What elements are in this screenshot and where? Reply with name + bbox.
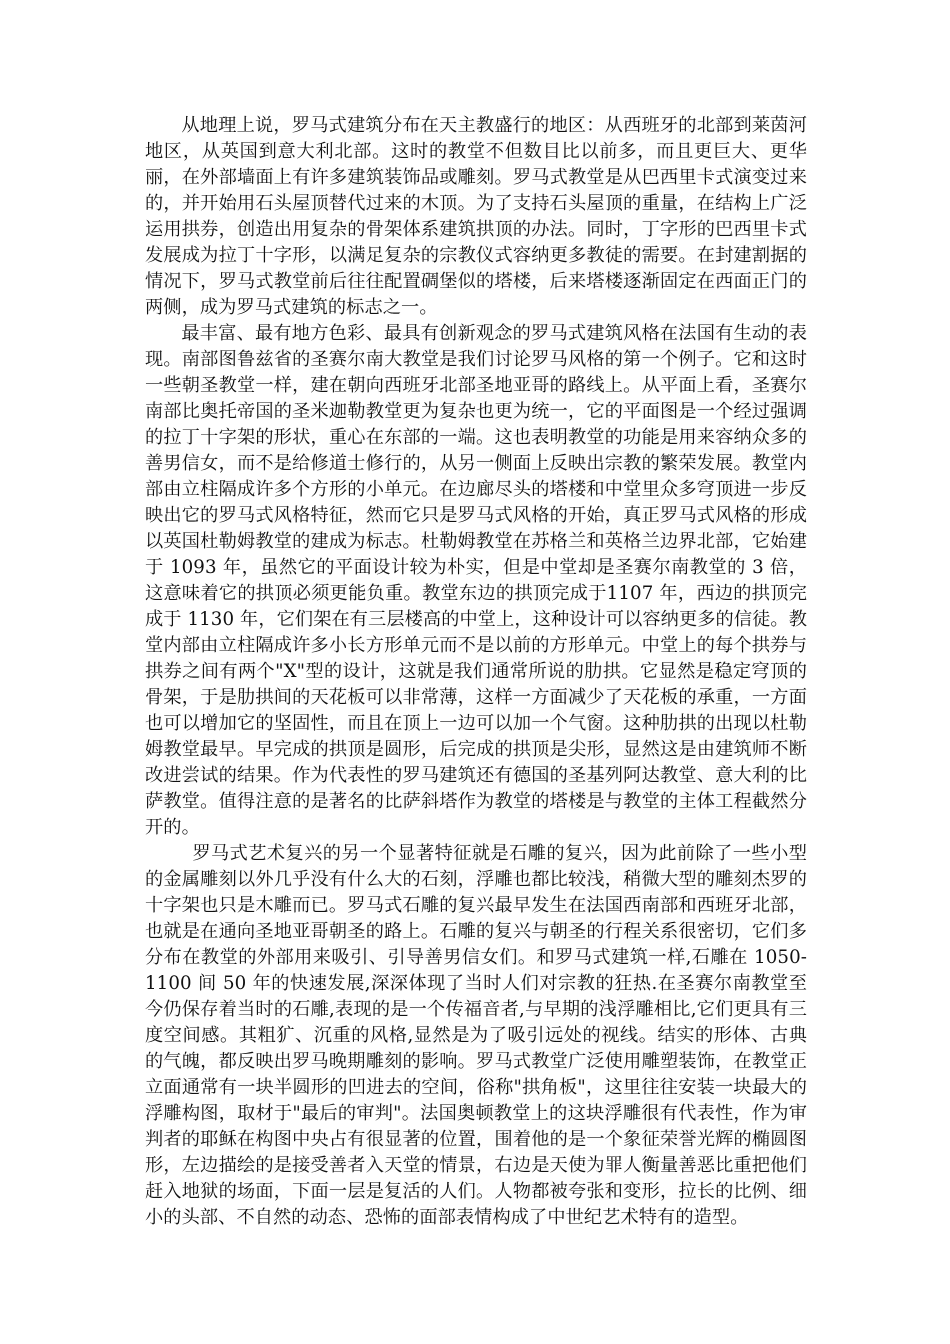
paragraph-romanesque-architecture-france: 最丰富、最有地方色彩、最具有创新观念的罗马式建筑风格在法国有生动的表现。南部图鲁兹省的圣赛尔南大教堂是我们讨论罗马风格的第一个例子。它和这时一些朝圣教堂一样，建在朝向西班牙北部圣地亚哥的路线上。从平面上看，圣赛尔南部比奥托帝国的圣米迦勒教堂更为复杂也更为统一，它的平面图是一个经过强调的拉丁十字架的形状，重心在东部的一端。这也表明教堂的功能是用来容纳众多的善男信女，而不是给修道士修行的，从另一侧面上反映出宗教的繁荣发展。教堂内部由立柱隔成许多个方形的小单元。在边廊尽头的塔楼和中堂里众多穹顶进一步反映出它的罗马式风格特征，然而它只是罗马式风格的开始，真正罗马式风格的形成以英国杜勒姆教堂的建成为标志。杜勒姆教堂在苏格兰和英格兰边界北部，它始建于 1093 年，虽然它的平面设计较为朴实，但是中堂却是圣赛尔南教堂的 3 倍，这意味着它的拱顶必须更能负重。教堂东边的拱顶完成于1107 年，西边的拱顶完成于 1130 年，它们架在有三层楼高的中堂上，这种设计可以容纳更多的信徒。教堂内部由立柱隔成许多小长方形单元而不是以前的方形单元。中堂上的每个拱券与拱券之间有两个"X"型的设计，这就是我们通常所说的肋拱。它显然是稳定穹顶的骨架，于是肋拱间的天花板可以非常薄，这样一方面减少了天花板的承重，一方面也可以增加它的坚固性，而且在顶上一边可以加一个气窗。这种肋拱的出现以杜勒姆教堂最早。早完成的拱顶是圆形，后完成的拱顶是尖形，显然这是由建筑师不断改进尝试的结果。作为代表性的罗马建筑还有德国的圣基列阿达教堂、意大利的比萨教堂。值得注意的是著名的比萨斜塔作为教堂的塔楼是与教堂的主体工程截然分开的。 xyxy=(145,323,807,838)
paragraph-romanesque-geography: 从地理上说，罗马式建筑分布在天主教盛行的地区：从西班牙的北部到莱茵河地区，从英国到意大利北部。这时的教堂不但数目比以前多，而且更巨大、更华丽，在外部墙面上有许多建筑装饰品或雕刻。罗马式教堂是从巴西里卡式演变过来的，并开始用石头屋顶替代过来的木顶。为了支持石头屋顶的重量，在结构上广泛运用拱券，创造出用复杂的骨架体系建筑拱顶的办法。同时，丁字形的巴西里卡式发展成为拉丁十字形，以满足复杂的宗教仪式容纳更多教徒的需要。在封建割据的情况下，罗马式教堂前后往往配置碉堡似的塔楼，后来塔楼逐渐固定在西面正门的两侧，成为罗马式建筑的标志之一。 xyxy=(145,115,807,318)
document-page xyxy=(145,113,807,1231)
paragraph-romanesque-sculpture: 罗马式艺术复兴的另一个显著特征就是石雕的复兴，因为此前除了一些小型的金属雕刻以外几乎没有什么大的石刻，浮雕也都比较浅，稍微大型的雕刻杰罗的十字架也只是木雕而已。罗马式石雕的复兴最早发生在法国西南部和西班牙北部，也就是在通向圣地亚哥朝圣的路上。石雕的复兴与朝圣的行程关系很密切，它们多分布在教堂的外部用来吸引、引导善男信女们。和罗马式建筑一样,石雕在 1050-1100 间 50 年的快速发展,深深体现了当时人们对宗教的狂热.在圣赛尔南教堂至今仍保存着当时的石雕,表现的是一个传福音者,与早期的浅浮雕相比,它们更具有三度空间感。其粗犷、沉重的风格,显然是为了吸引远处的视线。结实的形体、古典的气魄，都反映出罗马晚期雕刻的影响。罗马式教堂广泛使用雕塑装饰，在教堂正立面通常有一块半圆形的凹进去的空间，俗称"拱角板"，这里往往安装一块最大的浮雕构图，取材于"最后的审判"。法国奥顿教堂上的这块浮雕很有代表性，作为审判者的耶稣在构图中央占有很显著的位置，围着他的是一个象征荣誉光辉的椭圆图形，左边描绘的是接受善者入天堂的情景，右边是天使为罪人衡量善恶比重把他们赶入地狱的场面，下面一层是复活的人们。人物都被夸张和变形，拉长的比例、细小的头部、不自然的动态、恐怖的面部表情构成了中世纪艺术特有的造型。 xyxy=(145,843,807,1228)
